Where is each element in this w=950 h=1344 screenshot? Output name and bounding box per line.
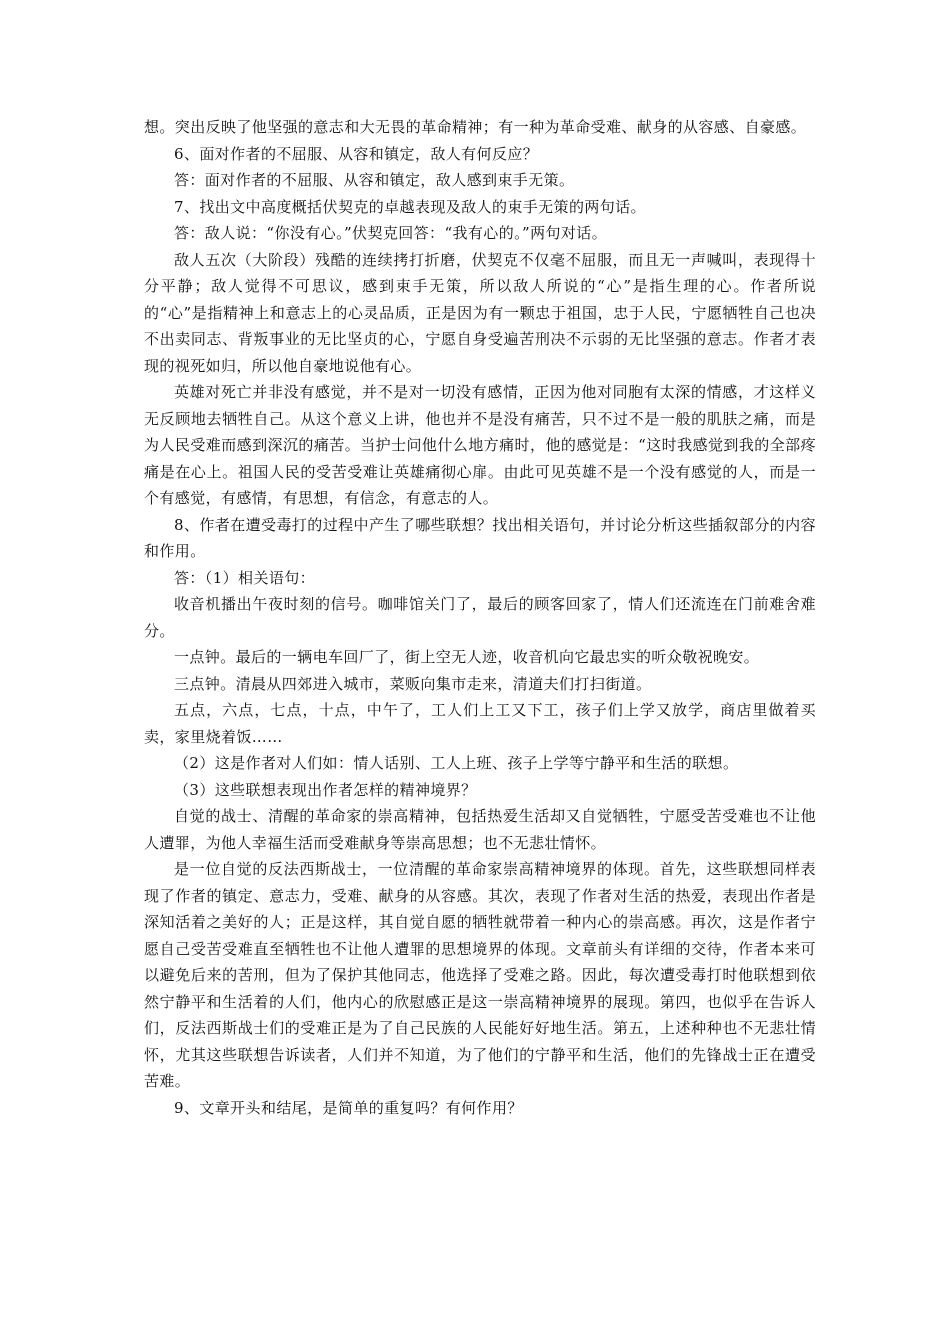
question-7: 7、找出文中高度概括伏契克的卓越表现及敌人的束手无策的两句话。 bbox=[174, 197, 646, 216]
answer-7: 答：敌人说：“你没有心。”伏契克回答：“我有心的。”两句对话。 bbox=[174, 224, 608, 242]
question-8: 8、作者在遭受毒打的过程中产生了哪些联想？找出相关语句，并讨论分析这些插叙部分的内容和作用。 bbox=[144, 515, 816, 560]
quote-midnight: 收音机播出午夜时刻的信号。咖啡馆关门了，最后的顾客回家了，情人们还流连在门前难舍难分。 bbox=[144, 595, 816, 640]
answer-8-part-1: 答：（1）相关语句： bbox=[174, 568, 316, 587]
analysis-detail: 是一位自觉的反法西斯战士，一位清醒的革命家崇高精神境界的体现。首先，这些联想同样表现了作者的镇定、意志力，受难、献身的从容感。其次，表现了作者对生活的热爱，表现出作者是深知活着之美好的人；正是这样，其自觉自愿的牺牲就带着一种内心的崇高感。再次，这是作者宁愿自己受苦受难直至牺牲也不让他人遭罪的思想境界的体现。文章前头有详细的交待，作者本来可以避免后来的苦刑，但为了保护其他同志，他选择了受难之路。因此，每次遭受毒打时他联想到依然宁静平和生活着的人们，他内心的欣慰感正是这一崇高精神境界的展现。第四，也似乎在告诉人们，反法西斯战士们的受难正是为了自己民族的人民能好好地生活。第五，上述种种也不无悲壮情怀，尤其这些联想告诉读者，人们并不知道，为了他们的宁静平和生活，他们的先锋战士正在遭受苦难。 bbox=[144, 860, 816, 1090]
question-9: 9、文章开头和结尾，是简单的重复吗？有何作用？ bbox=[174, 1098, 523, 1117]
answer-8-part-2: （2）这是作者对人们如：情人话别、工人上班、孩子上学等宁静平和生活的联想。 bbox=[174, 754, 739, 772]
quote-one-oclock: 一点钟。最后的一辆电车回厂了，街上空无人迹，收音机向它最忠实的听众敬祝晚安。 bbox=[174, 648, 760, 666]
answer-8-part-3: （3）这些联想表现出作者怎样的精神境界？ bbox=[174, 780, 477, 799]
document-body bbox=[144, 114, 816, 1121]
question-6: 6、面对作者的不屈服、从容和镇定，敌人有何反应？ bbox=[174, 144, 539, 163]
quote-five-oclock: 五点，六点，七点，十点，中午了，工人们上工又下工，孩子们上学又放学，商店里做着买卖，家里烧着饭…… bbox=[144, 701, 816, 746]
paragraph-continuation: 想。突出反映了他坚强的意志和大无畏的革命精神；有一种为革命受难、献身的从容感、自豪感。 bbox=[144, 118, 807, 136]
quote-three-oclock: 三点钟。清晨从四郊进入城市，菜贩向集市走来，清道夫们打扫街道。 bbox=[174, 674, 652, 693]
analysis-spirit: 自觉的战士、清醒的革命家的崇高精神，包括热爱生活却又自觉牺牲，宁愿受苦受难也不让他人遭罪，为他人幸福生活而受难献身等崇高思想；也不无悲壮情怀。 bbox=[144, 807, 816, 852]
analysis-hero: 英雄对死亡并非没有感觉，并不是对一切没有感情，正因为他对同胞有太深的情感，才这样义无反顾地去牺牲自己。从这个意义上讲，他也并不是没有痛苦，只不过不是一般的肌肤之痛，而是为人民受难而感到深沉的痛苦。当护士问他什么地方痛时，他的感觉是：“这时我感觉到我的全部疼痛是在心上。祖国人民的受苦受难让英雄痛彻心扉。由此可见英雄不是一个没有感觉的人，而是一个有感觉，有感情，有思想，有信念，有意志的人。 bbox=[144, 383, 816, 507]
analysis-heart: 敌人五次（大阶段）残酷的连续拷打折磨，伏契克不仅毫不屈服，而且无一声喊叫，表现得十分平静；敌人觉得不可思议，感到束手无策，所以敌人所说的“心”是指生理的心。作者所说的“心”是指精神上和意志上的心灵品质，正是因为有一颗忠于祖国，忠于人民，宁愿牺牲自己也决不出卖同志、背叛事业的无比坚贞的心，宁愿自身受遍苦刑决不示弱的无比坚强的意志。作者才表现的视死如归，所以他自豪地说他有心。 bbox=[144, 250, 816, 375]
answer-6: 答：面对作者的不屈服、从容和镇定，敌人感到束手无策。 bbox=[174, 171, 575, 189]
